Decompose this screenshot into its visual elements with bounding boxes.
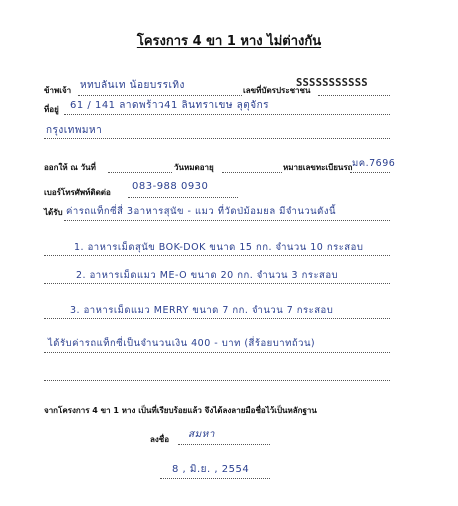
received-dotline-3: [44, 283, 390, 284]
item-1: 1. อาหารเม็ดสุนัข BOK-DOK ขนาด 15 กก. จำนวน 10 กระสอบ: [74, 242, 364, 253]
issued-date-label: ออกให้ ณ วันที่: [44, 163, 96, 172]
id-label: เลขที่บัตรประชาชน: [243, 86, 311, 95]
address-line-2: กรุงเทพมหา: [46, 125, 103, 136]
address-label: ที่อยู่: [44, 105, 59, 114]
phone-label: เบอร์โทรศัพท์ติดต่อ: [44, 188, 111, 197]
received-dotline-4: [44, 318, 390, 319]
received-label: ได้รับ: [44, 208, 63, 217]
phone-dotline: [128, 197, 238, 198]
item-2: 2. อาหารเม็ดแมว ME-O ขนาด 20 กก. จำนวน 3 กระสอบ: [76, 270, 339, 281]
summary-line: ได้รับค่ารถแท็กซี่เป็นจำนวนเงิน 400 - บาท (สี่ร้อยบาทถ้วน): [48, 338, 316, 349]
signature: สมหา: [188, 429, 215, 440]
issued-date-dotline: [108, 172, 172, 173]
sign-date: 8 , มิ.ย. , 2554: [172, 464, 250, 475]
id-value: SSSSSSSSSSS: [296, 77, 368, 89]
date-dotline: [160, 478, 270, 479]
expiry-date-label: วันหมดอายุ: [174, 163, 214, 172]
footer-statement: จากโครงการ 4 ขา 1 หาง เป็นที่เรียบร้อยแล้ว จึงได้ลงลายมือชื่อไว้เป็นหลักฐาน: [44, 406, 317, 415]
name-value: หทบลันเท น้อยบรรเทิง: [80, 80, 185, 91]
sign-label: ลงชื่อ: [150, 435, 170, 444]
received-dotline-6: [44, 380, 390, 381]
expiry-date-dotline: [222, 172, 282, 173]
name-dotline: [78, 95, 242, 96]
address-line-1: 61 / 141 ลาดพร้าว41 ลินทราเขษ ลุตุจักร: [70, 100, 270, 111]
received-dotline-1: [64, 220, 390, 221]
signature-dotline: [178, 444, 270, 445]
page-title: โครงการ 4 ขา 1 หาง ไม่ต่างกัน: [136, 34, 322, 49]
item-3: 3. อาหารเม็ดแมว MERRY ขนาด 7 กก. จำนวน 7 กระสอบ: [70, 305, 334, 316]
id-dotline: [318, 95, 390, 96]
vehicle-number-label: หมายเลขทะเบียนรถ: [283, 163, 353, 172]
vehicle-number-dotline: [350, 172, 390, 173]
phone-value: 083-988 0930: [132, 181, 209, 192]
received-line-1: ค่ารถแท็กซี่สี่ 3อาหารสุนัข - แมว ที่วัดป่ม้อมยล มีจำนวนดังนี้: [66, 206, 336, 217]
received-dotline-5: [44, 352, 390, 353]
address-dotline-1: [64, 114, 390, 115]
name-label: ข้าพเจ้า: [44, 86, 72, 95]
vehicle-number-value: มค.7696: [352, 158, 396, 169]
received-dotline-2: [44, 255, 390, 256]
address-dotline-2: [44, 138, 390, 139]
